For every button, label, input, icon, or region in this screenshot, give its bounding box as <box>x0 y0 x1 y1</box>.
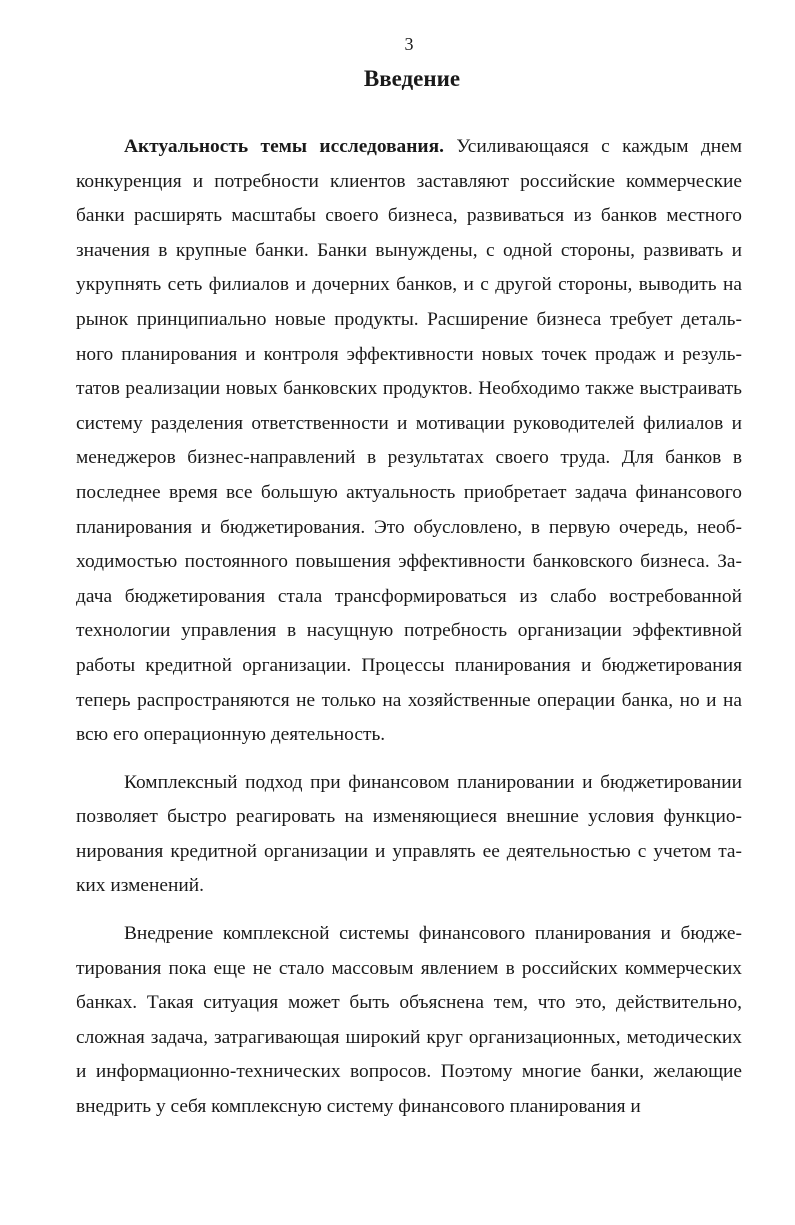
body-text <box>76 130 742 1125</box>
page-number: 3 <box>404 34 414 54</box>
page-title: Введение <box>363 66 461 91</box>
paragraph-relevance <box>76 130 742 753</box>
paragraph-complex-approach: Комплексный подход при финансовом планировании и бюджетировании позволяет быстро реагировать на изменяющиеся внешние условия функционирования кредитной организации и управлять ее деятельностью с учетом таких изменений. <box>76 771 742 897</box>
paragraph-text: Усиливающаяся с каждым днем конкуренция и потребности клиентов заставляют российские коммерческие банки расширять масштабы своего бизнеса, развиваться из банков местного значения в крупные банки. Банки вынуждены, с одной стороны, развивать и укрупнять сеть филиалов и дочерних банков, и с другой стороны, выводить на рынок принципиально новые продукты. Расширение бизнеса требует детального планирования и контроля эффективности новых точек продаж и результатов реализации новых банковских продуктов. Необходимо также выстраивать систему разделения ответственности и мотивации руководителей филиалов и менеджеров бизнес-направлений в результатах своего труда. Для банков в последнее время все большую актуальность приобретает задача финансового планирования и бюджетирования. Это обусловлено, в первую очередь, необходимостью постоянного повышения эффективности банковского бизнеса. Задача бюджетирования стала трансформироваться из слабо востребованной технологии управления в насущную потребность организации эффективной работы кредитной организации. Процессы планирования и бюджетирования теперь распространяются не только на хозяйственные операции банка, но и на всю его операционную деятельность. <box>76 136 742 746</box>
paragraph-lead-in: Актуальность темы исследования. <box>124 136 444 157</box>
paragraph-implementation: Внедрение комплексной системы финансового планирования и бюджетирования пока еще не стало массовым явлением в российских коммерческих банках. Такая ситуация может быть объяснена тем, что это, действительно, сложная задача, затрагивающая широкий круг организационных, методических и информационно-технических вопросов. Поэтому многие банки, желающие внедрить у себя комплексную систему финансового планирования и <box>76 923 742 1118</box>
